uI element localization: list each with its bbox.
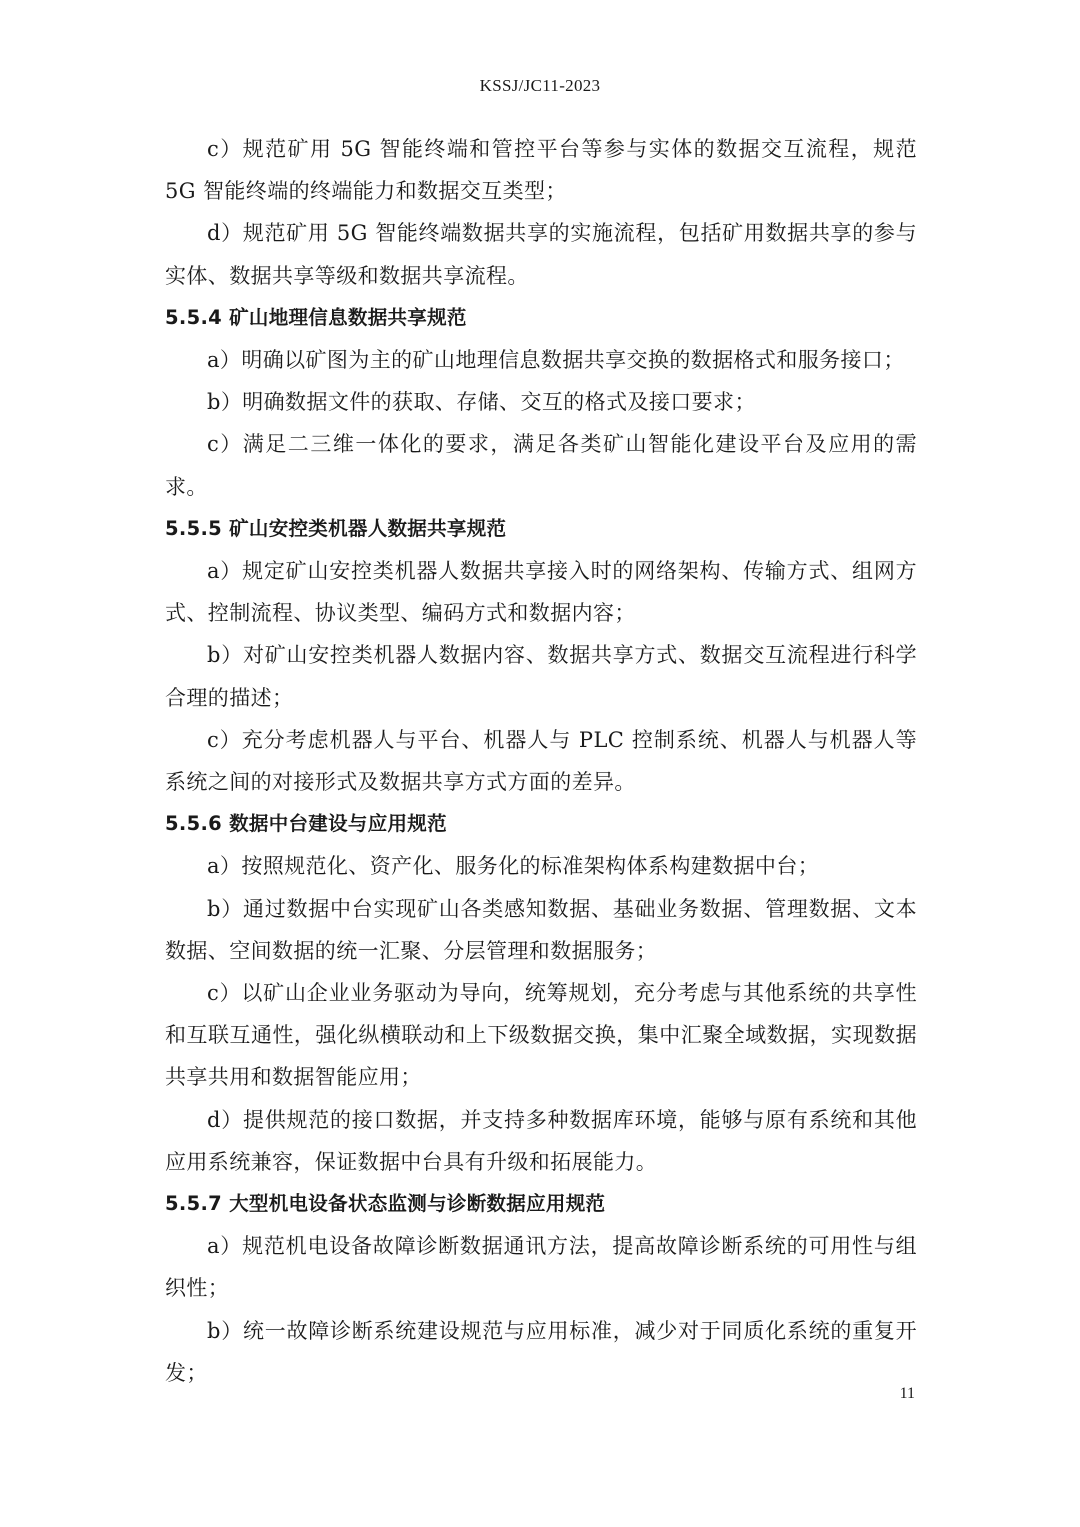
section-heading-5-5-7: 5.5.7 大型机电设备状态监测与诊断数据应用规范: [165, 1192, 606, 1216]
paragraph-5-5-5-c: c）充分考虑机器人与平台、机器人与 PLC 控制系统、机器人与机器人等系统之间的对接形式及数据共享方式方面的差异。: [165, 727, 917, 795]
document-body: [165, 128, 917, 1394]
paragraph-5-5-7-b: b）统一故障诊断系统建设规范与应用标准，减少对于同质化系统的重复开发；: [165, 1318, 917, 1385]
paragraph-5-5-3-c: c）规范矿用 5G 智能终端和管控平台等参与实体的数据交互流程，规范 5G 智能终端的终端能力和数据交互类型；: [165, 137, 917, 204]
page-number: 11: [899, 1385, 915, 1402]
section-heading-5-5-4: 5.5.4 矿山地理信息数据共享规范: [165, 305, 467, 329]
paragraph-5-5-4-c: c）满足二三维一体化的要求，满足各类矿山智能化建设平台及应用的需求。: [165, 432, 917, 499]
paragraph-5-5-6-a: a）按照规范化、资产化、服务化的标准架构体系构建数据中台；: [207, 854, 820, 879]
paragraph-5-5-4-a: a）明确以矿图为主的矿山地理信息数据共享交换的数据格式和服务接口；: [207, 348, 905, 373]
section-heading-5-5-5: 5.5.5 矿山安控类机器人数据共享规范: [165, 516, 507, 540]
paragraph-5-5-5-a: a）规定矿山安控类机器人数据共享接入时的网络架构、传输方式、组网方式、控制流程、协议类型、编码方式和数据内容；: [165, 559, 917, 626]
paragraph-5-5-3-d: d）规范矿用 5G 智能终端数据共享的实施流程，包括矿用数据共享的参与实体、数据共享等级和数据共享流程。: [165, 221, 917, 288]
paragraph-5-5-7-a: a）规范机电设备故障诊断数据通讯方法，提高故障诊断系统的可用性与组织性；: [165, 1234, 917, 1301]
section-heading-5-5-6: 5.5.6 数据中台建设与应用规范: [165, 812, 447, 836]
paragraph-5-5-6-b: b）通过数据中台实现矿山各类感知数据、基础业务数据、管理数据、文本数据、空间数据的统一汇聚、分层管理和数据服务；: [165, 896, 917, 963]
paragraph-5-5-4-b: b）明确数据文件的获取、存储、交互的格式及接口要求；: [207, 390, 756, 415]
paragraph-5-5-6-d: d）提供规范的接口数据，并支持多种数据库环境，能够与原有系统和其他应用系统兼容，保证数据中台具有升级和拓展能力。: [165, 1107, 917, 1174]
paragraph-5-5-6-c: c）以矿山企业业务驱动为导向，统筹规划，充分考虑与其他系统的共享性和互联互通性，强化纵横联动和上下级数据交换，集中汇聚全域数据，实现数据共享共用和数据智能应用；: [165, 981, 917, 1090]
paragraph-5-5-5-b: b）对矿山安控类机器人数据内容、数据共享方式、数据交互流程进行科学合理的描述；: [165, 643, 917, 710]
document-code-header: KSSJ/JC11-2023: [479, 76, 601, 95]
